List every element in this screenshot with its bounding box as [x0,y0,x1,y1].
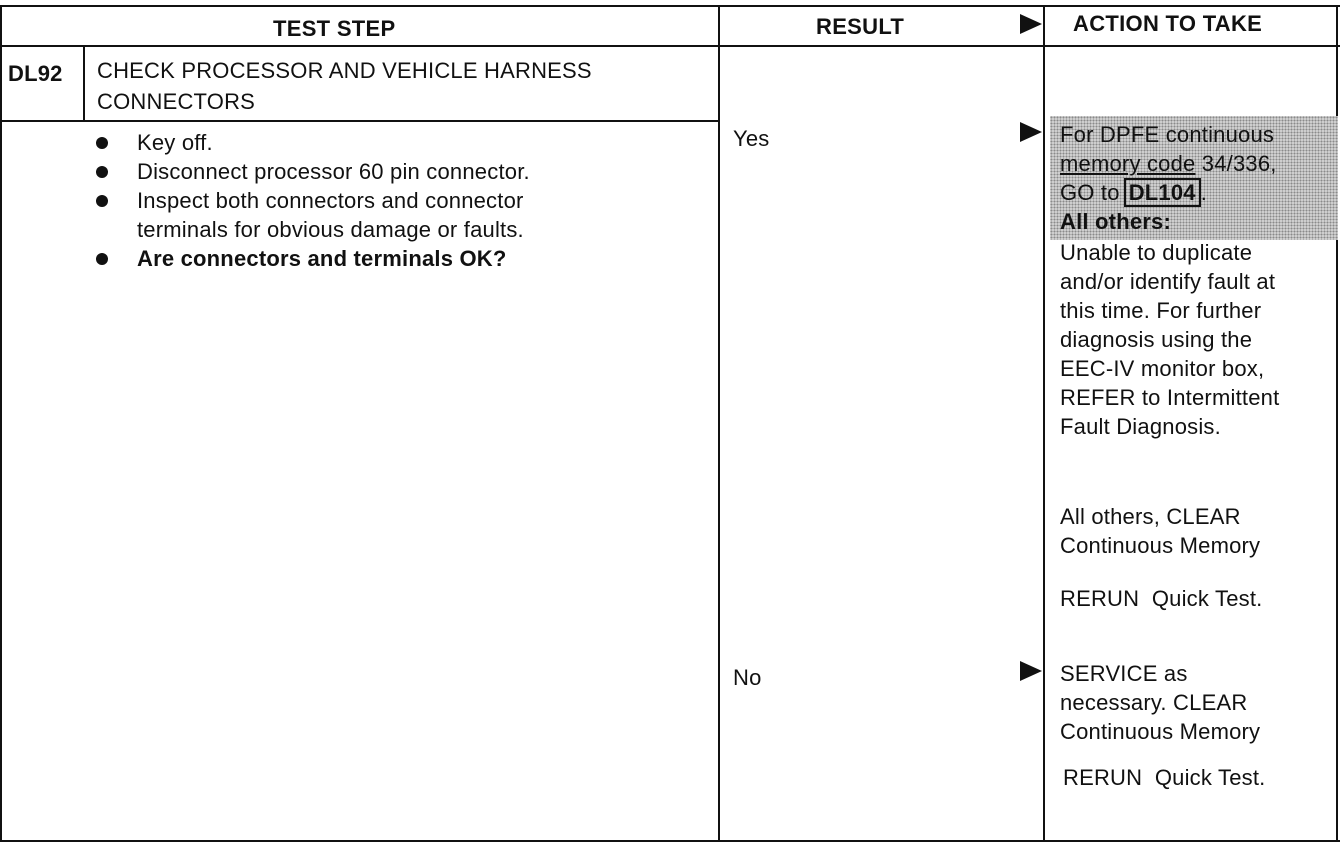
action-clear-line2: Continuous Memory [1060,533,1261,558]
bullet-key-off: Key off. [137,130,213,155]
no-arrow-icon [1020,661,1042,681]
action-yes-line: REFER to Intermittent [1060,385,1280,410]
bullet-icon [96,195,108,207]
bullet-icon [96,137,108,149]
action-column-divider [1043,5,1045,842]
bullet-icon [96,253,108,265]
table-top-border [0,5,1340,7]
step-title-line2: CONNECTORS [97,89,256,114]
memory-code-text: memory code [1060,151,1196,176]
step-title-line1: CHECK PROCESSOR AND VEHICLE HARNESS [97,58,592,83]
action-yes-line: EEC-IV monitor box, [1060,356,1265,381]
action-yes-line: and/or identify fault at [1060,269,1276,294]
action-yes-line: diagnosis using the [1060,327,1253,352]
bullet-inspect-cont: terminals for obvious damage or faults. [137,217,524,242]
action-dpfe-line2 [1060,149,1277,178]
action-clear-line1: All others, CLEAR [1060,504,1241,529]
yes-arrow-icon [1020,122,1042,142]
dl104-link[interactable]: DL104 [1124,178,1201,207]
result-column-divider [718,5,720,842]
action-no-line: SERVICE as [1060,661,1188,686]
go-to-text: GO to [1060,180,1120,205]
table-bottom-border [0,840,1340,842]
header-arrow-icon [1020,14,1042,34]
bullet-icon [96,166,108,178]
header-result: RESULT [816,14,905,39]
result-yes: Yes [733,126,770,151]
code-numbers: 34/336, [1195,151,1277,176]
bullet-inspect: Inspect both connectors and connector [137,188,524,213]
action-no-line: Continuous Memory [1060,719,1261,744]
table-left-border [0,5,2,842]
bullet-question: Are connectors and terminals OK? [137,246,507,271]
header-test-step: TEST STEP [273,16,396,41]
go-to-end: . [1200,180,1208,205]
all-others-label: All others: [1060,209,1171,234]
step-title-divider [0,120,720,122]
action-yes-line: Unable to duplicate [1060,240,1253,265]
header-action-to-take: ACTION TO TAKE [1073,11,1263,36]
step-code: DL92 [8,61,63,86]
bullet-disconnect: Disconnect processor 60 pin connector. [137,159,530,184]
code-column-divider [83,45,85,122]
action-no-line: necessary. CLEAR [1060,690,1248,715]
action-yes-rerun: RERUN Quick Test. [1060,586,1263,611]
header-divider [0,45,1340,47]
action-dpfe-line1: For DPFE continuous [1060,122,1275,147]
action-yes-line: this time. For further [1060,298,1262,323]
action-no-rerun: RERUN Quick Test. [1063,765,1266,790]
result-no: No [733,665,762,690]
action-dpfe-line3 [1060,178,1207,207]
action-yes-line: Fault Diagnosis. [1060,414,1221,439]
